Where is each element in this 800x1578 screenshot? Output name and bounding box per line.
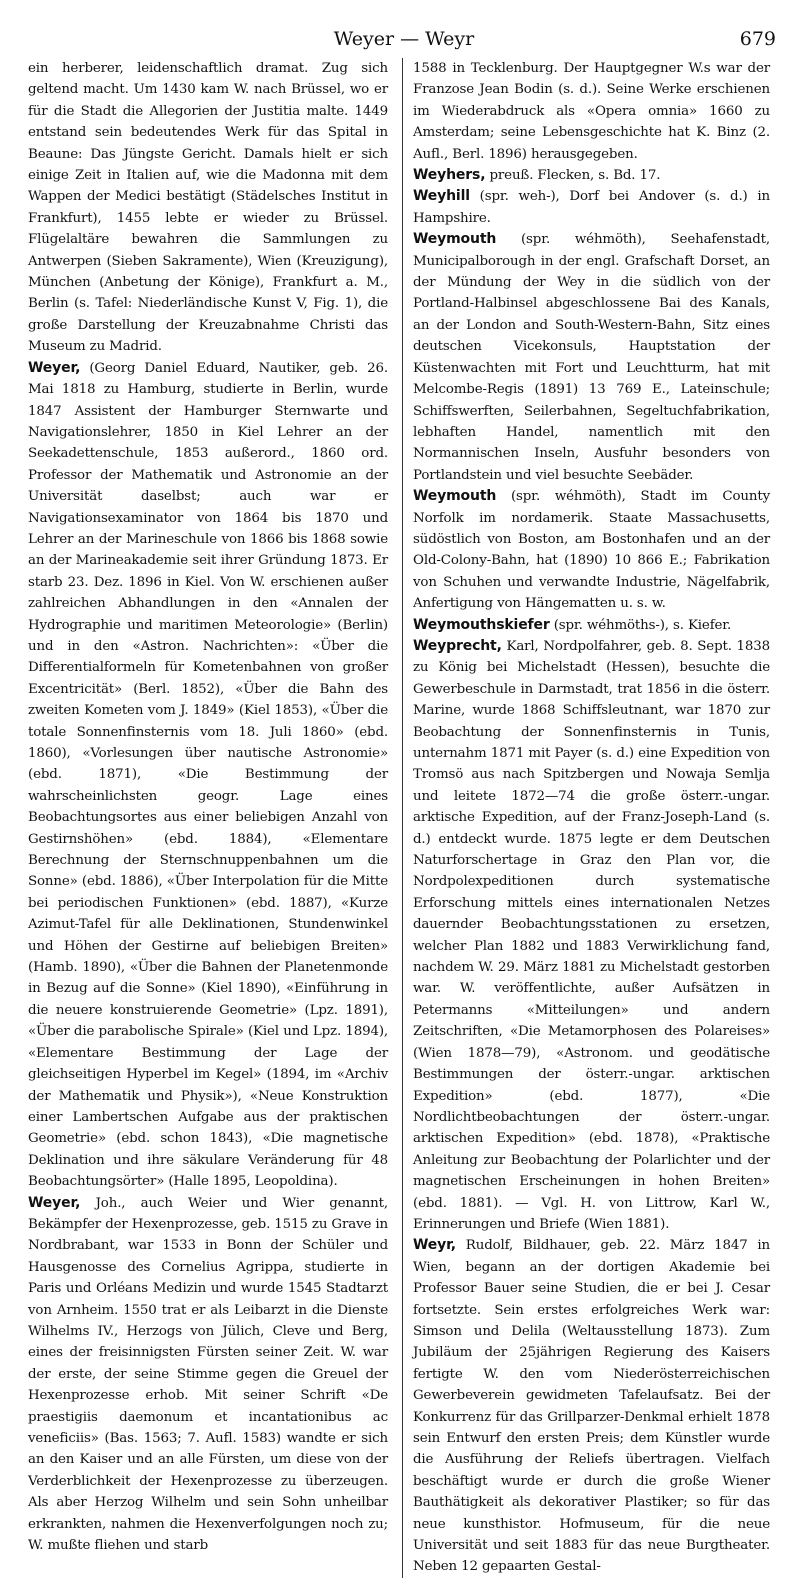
entry-weymouth-england: Weymouth (spr. wéhmöth), Seehafenstadt, Municipalborough in der engl. Grafschaft Dorset, an der Mündung der Wey in die südlich von der Portland-Halbinsel abgeschlossene Bai des Kanals, an der London and South-Western-Bahn, Sitz eines deutschen Vicekonsuls, Hauptstation der Küstenwachten mit Fort und Leuchtturm, hat mit Melcombe-Regis (1891) 13 769 E., Lateinschule; Schiffswerften, Seilerbahnen, Segeltuchfabrikation, lebhaften Handel, namentlich mit den Normannischen Inseln, Ausfuhr besonders von Portlandstein und viel besuchte Seebäder. [413,231,771,483]
headword: Weyer, [28,1194,81,1211]
headword: Weyer, [28,359,81,376]
entry-weymouth-massachusetts: Weymouth (spr. wéhmöth), Stadt im County Norfolk im nordamerik. Staate Massachusetts, südöstlich von Boston, am Bostonhafen und an der Old-Colony-Bahn, hat (1890) 10 866 E.; Fabrikation von Schuhen und verwandte Industrie, Nägelfabrik, Anfertigung von Hängematten u. s. w. [413,488,771,612]
entry-weyer-georg: Weyer, (Georg Daniel Eduard, Nautiker, geb. 26. Mai 1818 zu Hamburg, studierte in Berlin, wurde 1847 Assistent der Hamburger Sternwarte und Navigationslehrer, 1850 in Kiel Lehrer an der Seekadettenschule, 1853 außerord., 1860 ord. Professor der Mathematik und Astronomie an der Universität daselbst; auch war er Navigationsexaminator von 1864 bis 1870 und Lehrer an der Marineschule von 1866 bis 1868 sowie an der Marineakademie seit ihrer Gründung 1873. Er starb 23. Dez. 1896 in Kiel. Von W. erschienen außer zahlreichen Abhandlungen in den «Annalen der Hydrographie und maritimen Meteorologie» (Berlin) und in den «Astron. Nachrichten»: «Über die Differentialformeln für Kometenbahnen von großer Excentricität» (Berl. 1852), «Über die Bahn des zweiten Kometen vom J. 1849» (Kiel 1853), «Über die totale Sonnenfinsternis vom 18. Juli 1860» (ebd. 1860), «Vorlesungen über nautische Astronomie» (ebd. 1871), «Die Bestimmung der wahrscheinlichsten geogr. Lage eines Beobachtungsortes aus einer beliebigen Anzahl von Gestirnshöhen» (ebd. 1884), «Elementare Berechnung der Sternschnuppenbahnen um die Sonne» (ebd. 1886), «Über Interpolation für die Mitte bei periodischen Funktionen» (ebd. 1887), «Kurze Azimut-Tafel für alle Deklinationen, Stundenwinkel und Höhen der Gestirne auf beliebigen Breiten» (Hamb. 1890), «Über die Bahnen der Planetenmonde in Bezug auf die Sonne» (Kiel 1890), «Einführung in die neuere konstruierende Geometrie» (Lpz. 1891), «Über die parabolische Spirale» (Kiel und Lpz. 1894), «Elementare Bestimmung der Lage der gleichseitigen Hyperbel im Kegel» (1894, im «Archiv der Mathematik und Physik»), «Neue Konstruktion einer Lambertschen Aufgabe aus der praktischen Geometrie» (ebd. schon 1843), «Die magnetische Deklination und ihre säkulare Veränderung für 48 Beobachtungsörter» (Halle 1895, Leopoldina). [28,359,388,1190]
left-column [28,58,396,1578]
headword: Weymouthskiefer [413,616,550,633]
entry-weyhers: Weyhers, preuß. Flecken, s. Bd. 17. [413,167,661,184]
entry-weyer-johann: Weyer, Joh., auch Weier und Wier genannt, Bekämpfer der Hexenprozesse, geb. 1515 zu Grave in Nordbrabant, war 1533 in Bonn der Schüler und Hausgenosse des Cornelius Agrippa, studierte in Paris und Orléans Medizin und wurde 1545 Stadtarzt von Arnheim. 1550 trat er als Leibarzt in die Dienste Wilhelms IV., Herzogs von Jülich, Cleve und Berg, eines der freisinnigsten Fürsten seiner Zeit. W. war der erste, der seine Stimme gegen die Greuel der Hexenprozesse erhob. Mit seiner Schrift «De praestigiis daemonum et incantationibus ac veneficiis» (Bas. 1563; 7. Aufl. 1583) wandte er sich an den Kaiser und an alle Fürsten, um diese von der Verderblichkeit der Hexenprozesse zu überzeugen. Als aber Herzog Wilhelm und sein Sohn unheilbar erkrankten, nahmen die Hexenverfolgungen noch zu; W. mußte fliehen und starb [28,1194,388,1554]
entry-weyr: Weyr, Rudolf, Bildhauer, geb. 22. März 1847 in Wien, begann an der dortigen Akademie bei Professor Bauer seine Studien, die er bei J. Cesar fortsetzte. Sein erstes erfolgreiches Werk war: Simson und Delila (Weltausstellung 1873). Zum Jubiläum der 25jährigen Regierung des Kaisers fertigte W. den vom Niederösterreichischen Gewerbeverein gewidmeten Tafelaufsatz. Bei der Konkurrenz für das Grillparzer-Denkmal erhielt 1878 sein Entwurf den ersten Preis; dem Künstler wurde die Ausführung der Reliefs übertragen. Vielfach beschäftigt wurde er durch die große Wiener Bauthätigkeit als dekorativer Plastiker; so für das neue kunsthistor. Hofmuseum, für die neue Universität und seit 1883 für das neue Burgtheater. Neben 12 gepaarten Gestal- [413,1237,770,1575]
entry-weyhill: Weyhill (spr. weh-), Dorf bei Andover (s. d.) in Hampshire. [413,188,770,226]
text-columns [28,58,780,1578]
entry-continuation: 1588 in Tecklenburg. Der Hauptgegner W.s war der Franzose Jean Bodin (s. d.). Seine Werke erschienen im Wiederabdruck als «Opera omnia» 1660 zu Amsterdam; seine Lebensgeschichte hat K. Binz (2. Aufl., Berl. 1896) herausgegeben. [413,61,770,162]
headword: Weyhill [413,188,470,205]
entry-weymouthskiefer: Weymouthskiefer (spr. wéhmöths-), s. Kiefer. [413,616,732,633]
headword: Weyr, [413,1237,456,1254]
headword: Weyprecht, [413,637,502,654]
right-column [402,58,770,1578]
page-header [28,0,780,58]
headword: Weymouth [413,488,497,505]
headword: Weymouth [413,231,497,248]
page-number: 679 [739,28,776,50]
entry-weyprecht: Weyprecht, Karl, Nordpolfahrer, geb. 8. Sept. 1838 zu König bei Michelstadt (Hessen), besuchte die Gewerbeschule in Darmstadt, trat 1856 in die österr. Marine, wurde 1868 Schiffsleutnant, war 1870 zur Beobachtung der Sonnenfinsternis in Tunis, unternahm 1871 mit Payer (s. d.) eine Expedition von Tromsö aus nach Spitzbergen und Nowaja Semlja und leitete 1872—74 die große österr.-ungar. arktische Expedition, auf der Franz-Joseph-Land (s. d.) entdeckt wurde. 1875 legte er dem Deutschen Naturforschertage in Graz den Plan vor, die Nordpolexpeditionen durch systematische Erforschung mittels eines internationalen Netzes dauernder Beobachtungsstationen zu ersetzen, welcher Plan 1882 und 1883 Verwirklichung fand, nachdem W. 29. März 1881 zu Michelstadt gestorben war. W. veröffentlichte, außer Aufsätzen in Petermanns «Mitteilungen» und andern Zeitschriften, «Die Metamorphosen des Polareises» (Wien 1878—79), «Astronom. und geodätische Bestimmungen der österr.-ungar. arktischen Expedition» (ebd. 1877), «Die Nordlichtbeobachtungen der österr.-ungar. arktischen Expedition» (ebd. 1878), «Praktische Anleitung zur Beobachtung der Polarlichter und der magnetischen Erscheinungen in hohen Breiten» (ebd. 1881). — Vgl. H. von Littrow, Karl W., Erinnerungen und Briefe (Wien 1881). [413,637,771,1232]
running-title: Weyer — Weyr [333,28,475,50]
headword: Weyhers, [413,167,486,184]
entry-continuation: ein herberer, leidenschaftlich dramat. Zug sich geltend macht. Um 1430 kam W. nach Brüssel, wo er für die Stadt die Allegorien der Justitia malte. 1449 entstand sein bedeutendes Werk für das Spital in Beaune: Das Jüngste Gericht. Damals hielt er sich einige Zeit in Italien auf, wie die Madonna mit dem Wappen der Medici bestätigt (Städelsches Institut in Frankfurt), 1455 lebte er wieder zu Brüssel. Flügelaltäre bewahren die Sammlungen zu Antwerpen (Sieben Sakramente), Wien (Kreuzigung), München (Anbetung der Könige), Frankfurt a. M., Berlin (s. Tafel: Niederländische Kunst V, Fig. 1), die große Darstellung der Kreuzabnahme Christi das Museum zu Madrid. [28,61,388,355]
